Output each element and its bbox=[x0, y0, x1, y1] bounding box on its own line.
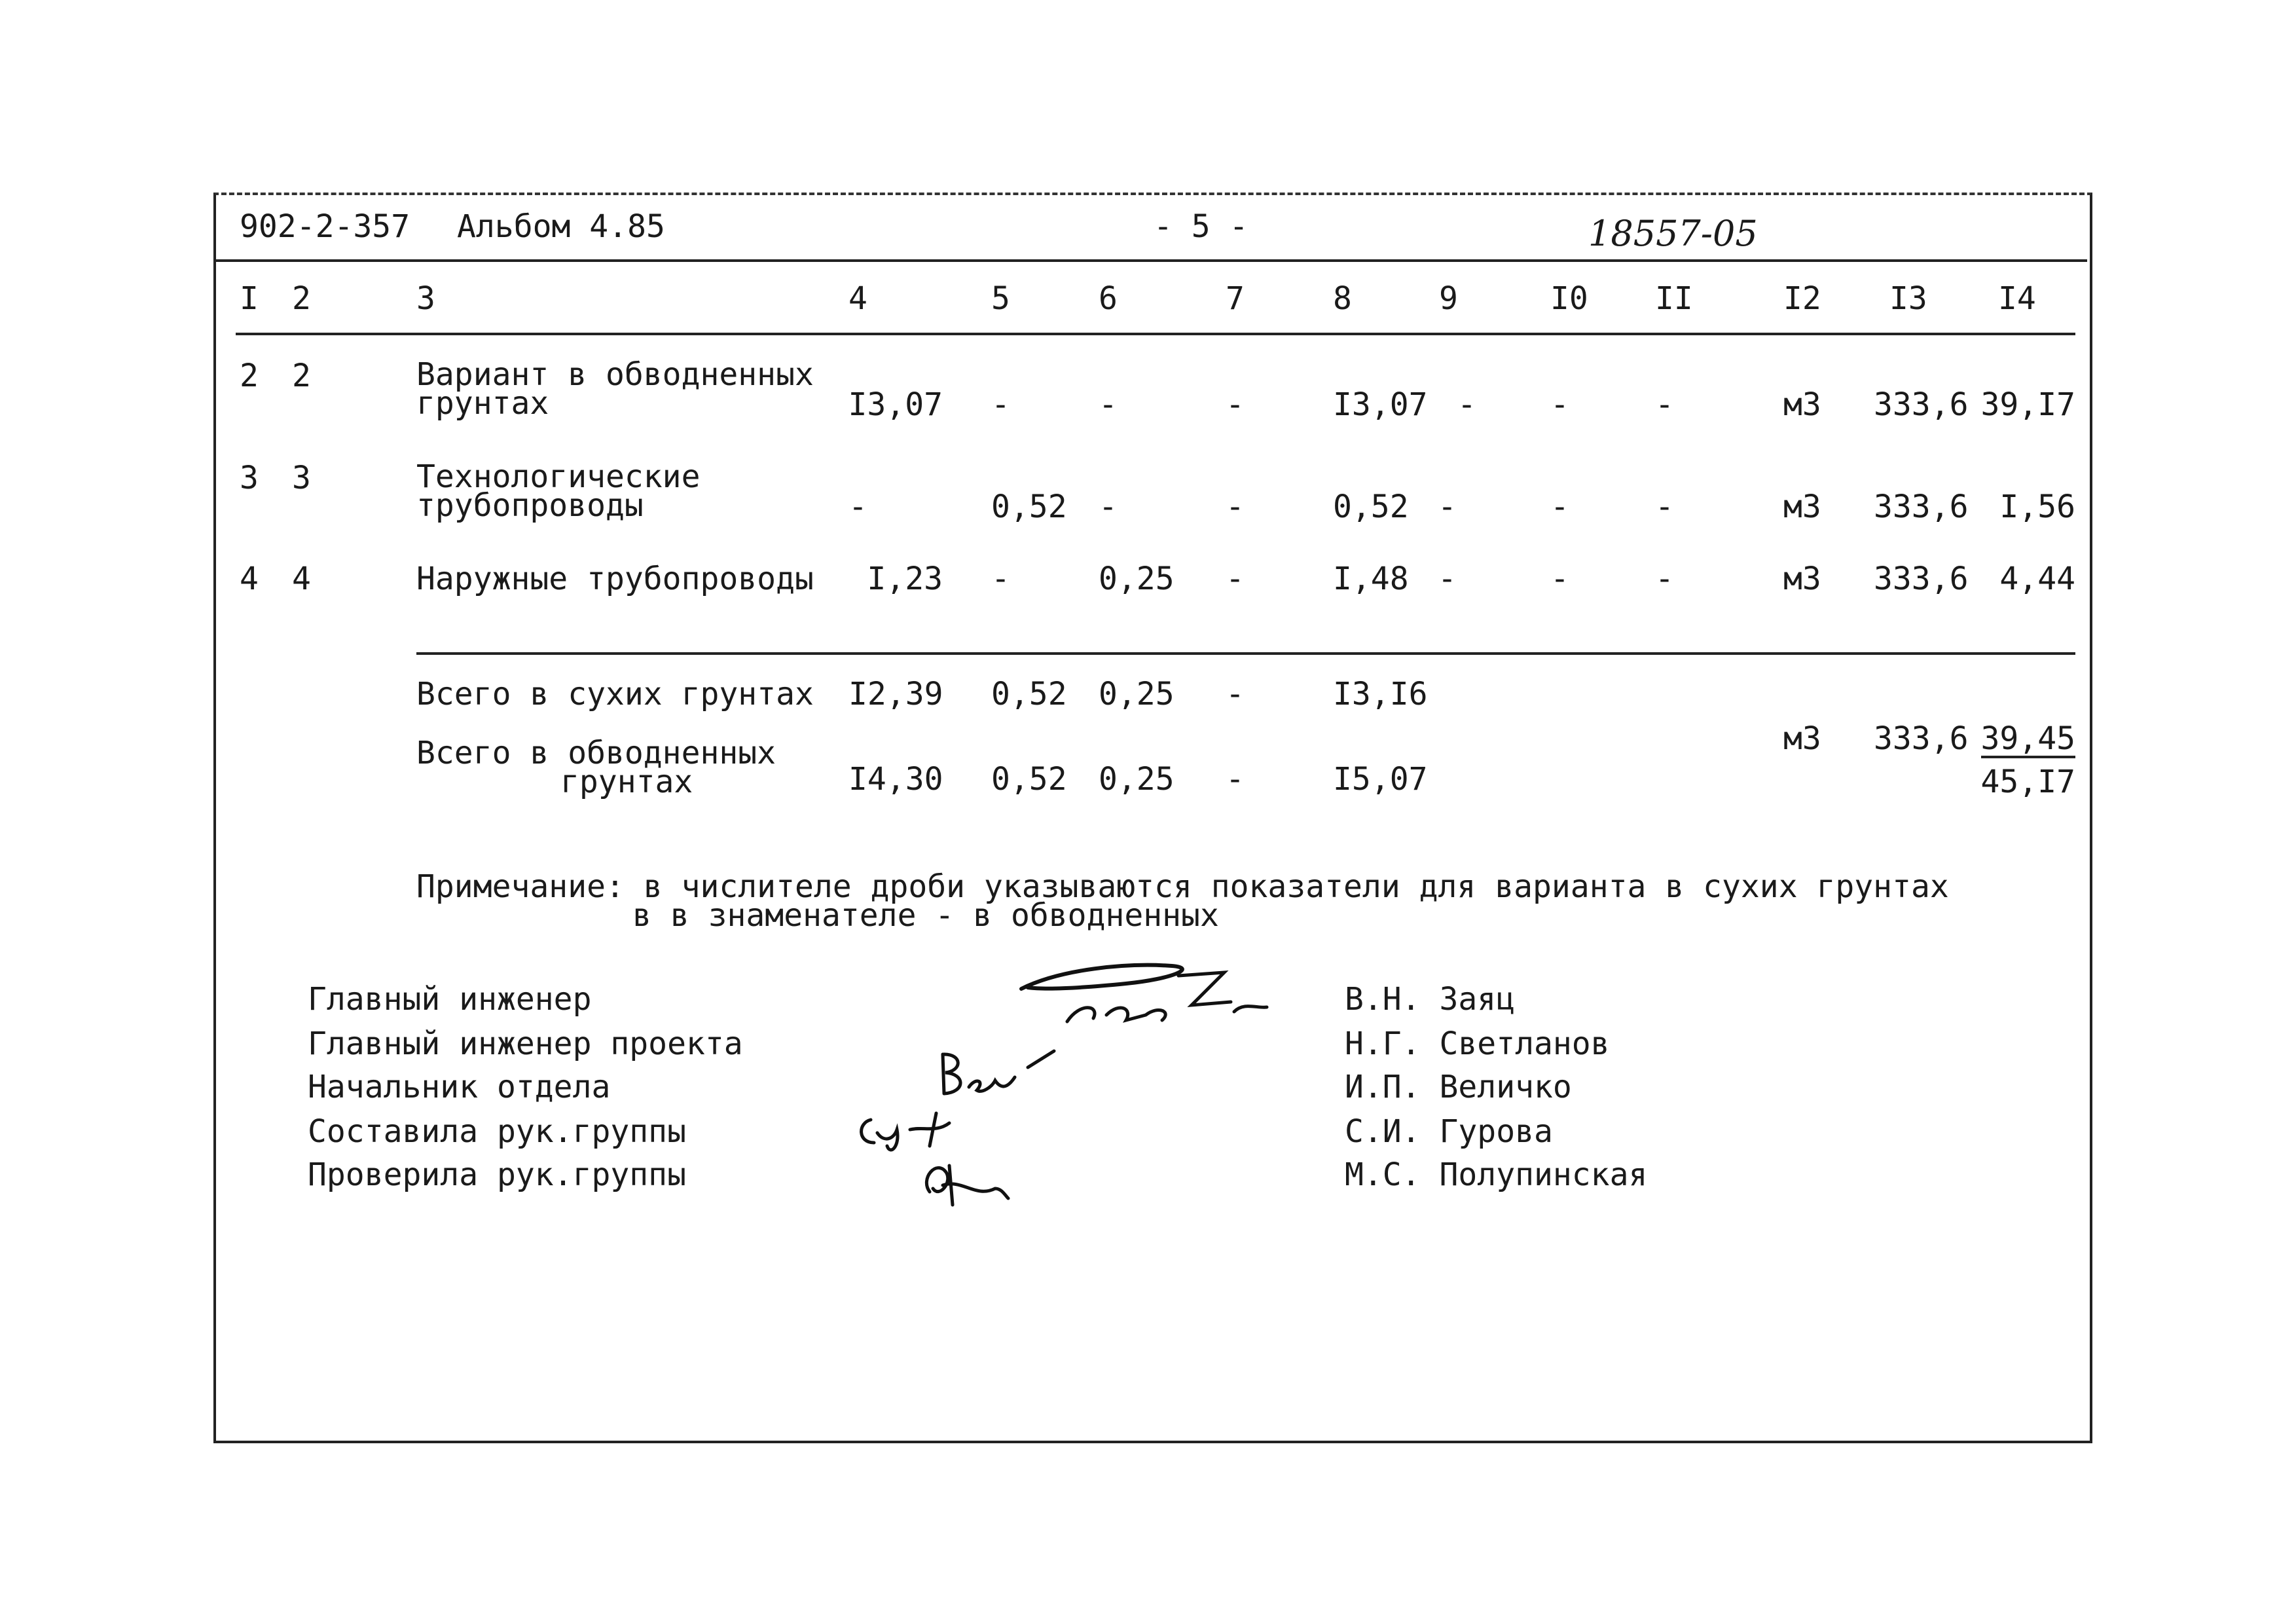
col-header: 4 bbox=[848, 280, 867, 317]
totals-unit: м3 bbox=[1783, 720, 1821, 757]
col-header: 5 bbox=[991, 280, 1010, 317]
col-header: 8 bbox=[1333, 280, 1352, 317]
total-wet-c5: 0,52 bbox=[991, 761, 1067, 798]
signatory-role: Составила рук.группы bbox=[308, 1113, 686, 1150]
cell-c8: I,48 bbox=[1333, 561, 1409, 597]
col-header: I4 bbox=[1998, 280, 2036, 317]
col-header: 2 bbox=[292, 280, 311, 317]
cell-c6: 0,25 bbox=[1099, 561, 1175, 597]
totals-c13: 333,6 bbox=[1874, 720, 1969, 757]
total-wet-c4: I4,30 bbox=[848, 761, 943, 798]
header-divider bbox=[216, 259, 2087, 262]
total-dry-label: Всего в сухих грунтах bbox=[416, 676, 814, 712]
cell-num: 4 bbox=[240, 561, 259, 597]
total-wet-label-1: Всего в обводненных bbox=[416, 735, 776, 771]
signature-image-chief-engineer bbox=[1008, 950, 1283, 1048]
cell-num: 3 bbox=[292, 460, 311, 496]
cell-c10: - bbox=[1550, 561, 1569, 597]
cell-unit: м3 bbox=[1783, 561, 1821, 597]
cell-num: 2 bbox=[292, 358, 311, 394]
col-header: 7 bbox=[1226, 280, 1245, 317]
album-label: Альбом 4.85 bbox=[457, 208, 665, 245]
page-number: - 5 - bbox=[1154, 208, 1248, 245]
total-dry-c5: 0,52 bbox=[991, 676, 1067, 712]
total-dry-c6: 0,25 bbox=[1099, 676, 1175, 712]
total-wet-c7: - bbox=[1226, 761, 1245, 798]
signatory-role: Проверила рук.группы bbox=[308, 1156, 686, 1193]
cell-c11: - bbox=[1655, 386, 1674, 423]
cell-c5: - bbox=[991, 561, 1010, 597]
cell-c11: - bbox=[1655, 489, 1674, 525]
signatory-name: М.С. Полупинская bbox=[1345, 1156, 1648, 1193]
total-dry-c8: I3,I6 bbox=[1333, 676, 1428, 712]
cell-name: Технологические трубопроводы bbox=[416, 458, 701, 524]
cell-num: 3 bbox=[240, 460, 259, 496]
cell-c9: - bbox=[1438, 489, 1457, 525]
cell-num: 4 bbox=[292, 561, 311, 597]
totals-c14-numerator bbox=[1951, 720, 2075, 758]
total-dry-c7: - bbox=[1226, 676, 1245, 712]
col-header: 6 bbox=[1099, 280, 1118, 317]
total-dry-c4: I2,39 bbox=[848, 676, 943, 712]
cell-num: 2 bbox=[240, 358, 259, 394]
note-line-2: в в знаменателе - в обводненных bbox=[632, 897, 1219, 934]
signatory-role: Главный инженер bbox=[308, 981, 592, 1018]
col-header: II bbox=[1655, 280, 1693, 317]
totals-c14-denominator: 45,I7 bbox=[1980, 764, 2075, 800]
signatory-name: И.П. Величко bbox=[1345, 1069, 1572, 1105]
col-header: I3 bbox=[1889, 280, 1927, 317]
note-line-1: Примечание: в числителе дроби указываются показатели для варианта в сухих грунтах bbox=[416, 868, 1949, 905]
signatory-role: Главный инженер проекта bbox=[308, 1025, 743, 1062]
cell-unit: м3 bbox=[1783, 386, 1821, 423]
signature-image-checker bbox=[917, 1153, 1021, 1211]
cell-c14: 39,I7 bbox=[1980, 386, 2075, 423]
cell-name: Наружные трубопроводы bbox=[416, 561, 814, 597]
cell-c5: 0,52 bbox=[991, 489, 1067, 525]
col-header: I bbox=[240, 280, 259, 317]
cell-c9: - bbox=[1457, 386, 1476, 423]
cell-c13: 333,6 bbox=[1874, 489, 1969, 525]
cell-c4: I,23 bbox=[867, 561, 943, 597]
cell-c7: - bbox=[1226, 561, 1245, 597]
cell-c13: 333,6 bbox=[1874, 561, 1969, 597]
cell-c7: - bbox=[1226, 489, 1245, 525]
cell-c14: I,56 bbox=[1999, 489, 2075, 525]
total-wet-label-2: грунтах bbox=[560, 764, 693, 800]
col-header: I2 bbox=[1783, 280, 1821, 317]
signature-image-dept-head bbox=[930, 1041, 1061, 1107]
signature-image-compiler bbox=[851, 1107, 982, 1159]
col-header: I0 bbox=[1550, 280, 1588, 317]
cell-c10: - bbox=[1550, 386, 1569, 423]
cell-c8: I3,07 bbox=[1333, 386, 1428, 423]
col-header: 3 bbox=[416, 280, 435, 317]
cell-c14: 4,44 bbox=[1999, 561, 2075, 597]
signatory-name: С.И. Гурова bbox=[1345, 1113, 1553, 1150]
total-wet-c8: I5,07 bbox=[1333, 761, 1428, 798]
total-wet-c6: 0,25 bbox=[1099, 761, 1175, 798]
cell-name: Вариант в обводненных грунтах bbox=[416, 356, 814, 422]
cell-c10: - bbox=[1550, 489, 1569, 525]
signatory-name: В.Н. Заяц bbox=[1345, 981, 1516, 1018]
cell-c4: - bbox=[848, 489, 867, 525]
cell-c6: - bbox=[1099, 386, 1118, 423]
col-header: 9 bbox=[1439, 280, 1458, 317]
cell-c11: - bbox=[1655, 561, 1674, 597]
cell-c4: I3,07 bbox=[848, 386, 943, 423]
cell-c9: - bbox=[1438, 561, 1457, 597]
handwritten-number: 18557-05 bbox=[1588, 213, 1758, 254]
cell-c13: 333,6 bbox=[1874, 386, 1969, 423]
cell-unit: м3 bbox=[1783, 489, 1821, 525]
cell-c7: - bbox=[1226, 386, 1245, 423]
cell-c5: - bbox=[991, 386, 1010, 423]
cell-c8: 0,52 bbox=[1333, 489, 1409, 525]
cell-c6: - bbox=[1099, 489, 1118, 525]
totals-rule bbox=[416, 652, 2075, 655]
column-header-rule bbox=[236, 333, 2075, 335]
signatory-name: Н.Г. Светланов bbox=[1345, 1025, 1610, 1062]
signatory-role: Начальник отдела bbox=[308, 1069, 611, 1105]
fraction-numerator: 39,45 bbox=[1980, 720, 2075, 757]
doc-code: 902-2-357 bbox=[240, 208, 410, 245]
